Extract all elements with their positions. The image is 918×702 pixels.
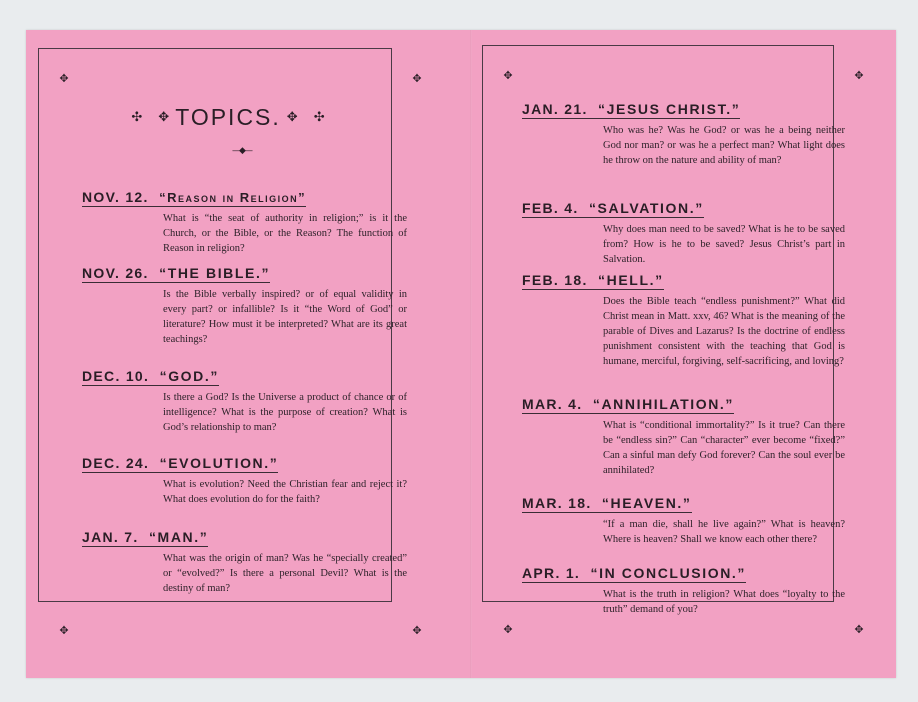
corner-ornament-icon: ✥	[412, 624, 422, 637]
divider-ornament-icon: ––◆––	[232, 146, 252, 156]
topic-title: “SALVATION.”	[588, 200, 704, 216]
page-title: TOPICS.	[175, 103, 281, 130]
topic-entry	[82, 455, 412, 507]
topic-entry	[522, 200, 852, 267]
topic-heading	[522, 200, 704, 218]
topic-entry	[82, 189, 412, 256]
topic-title: “THE BIBLE.”	[159, 265, 271, 281]
topic-heading	[82, 189, 306, 207]
topic-description: What was the origin of man? Was he “specially created” or “evolved?” Is there a personal Devil? What is the destiny of man?	[163, 553, 407, 594]
topic-title: “Reason in Religion”	[159, 190, 307, 205]
topic-description: Is there a God? Is the Universe a product of chance or of intelligence? What is the purpose of creation? What is God’s relationship to man?	[163, 392, 407, 433]
topic-description: Does the Bible teach “endless punishment?” What did Christ mean in Matt. xxv, 46? What is the meaning of the parable of Dives and Lazarus? Is the doctrine of endless punishment consistent with the teaching that God is humane, merciful, forgiving, self-sacrificing, and loving?	[603, 296, 845, 367]
topic-description: Is the Bible verbally inspired? or of equal validity in every part? or infallible? Is it “the Word of God” or literature? How must it be interpreted? What are its great teachings?	[163, 289, 407, 345]
topic-heading	[82, 265, 270, 283]
corner-ornament-icon: ✥	[503, 623, 513, 636]
topic-date: APR. 1.	[522, 565, 581, 581]
fleuron-icon: ✣	[131, 109, 143, 125]
corner-ornament-icon: ✥	[412, 72, 422, 85]
topic-entry	[522, 565, 852, 617]
topic-date: MAR. 18.	[522, 495, 592, 511]
topic-heading	[522, 272, 664, 290]
topic-entry	[522, 101, 852, 168]
center-fold	[470, 30, 472, 678]
topic-description: What is “conditional immortality?” Is it true? Can there be “endless sin?” Can “character” ever become “fixed?” Can a sinful man defy God forever? Can the soul ever be annihilated?	[603, 420, 845, 476]
topic-date: DEC. 24.	[82, 455, 150, 471]
topic-title: “GOD.”	[159, 368, 219, 384]
corner-ornament-icon: ✥	[854, 623, 864, 636]
topic-title: “HELL.”	[598, 272, 664, 288]
topic-title: “MAN.”	[148, 529, 209, 545]
topic-heading	[82, 529, 208, 547]
topic-description: What is “the seat of authority in religion;” is it the Church, or the Bible, or the Reason? The function of Reason in religion?	[163, 213, 407, 254]
topic-entry	[82, 368, 412, 435]
topic-date: JAN. 21.	[522, 101, 588, 117]
topic-heading	[522, 495, 692, 513]
topic-date: JAN. 7.	[82, 529, 139, 545]
topic-title: “JESUS CHRIST.”	[598, 101, 741, 117]
topic-heading	[82, 455, 278, 473]
topic-description: “If a man die, shall he live again?” What is heaven? Where is heaven? Shall we know each other there?	[603, 519, 845, 545]
fleuron-icon: ✣	[313, 109, 325, 125]
topic-title: “IN CONCLUSION.”	[590, 565, 747, 581]
topic-entry	[522, 396, 852, 478]
topic-date: NOV. 12.	[82, 189, 149, 205]
topic-entry	[522, 495, 852, 547]
corner-ornament-icon: ✥	[503, 69, 513, 82]
topic-entry	[82, 529, 412, 596]
corner-ornament-icon: ✥	[59, 624, 69, 637]
topic-description: Why does man need to be saved? What is he to be saved from? How is he to be saved? Jesus Christ’s part in Salvation.	[603, 224, 845, 265]
topic-description: Who was he? Was he God? or was he a being neither God nor man? or was he a perfect man? What light does he throw on the nature and ability of man?	[603, 125, 845, 166]
topic-date: FEB. 18.	[522, 272, 588, 288]
topic-heading	[522, 396, 734, 414]
corner-ornament-icon: ✥	[59, 72, 69, 85]
corner-ornament-icon: ✥	[854, 69, 864, 82]
topic-heading	[82, 368, 219, 386]
topic-entry	[522, 272, 852, 369]
topic-date: NOV. 26.	[82, 265, 149, 281]
topic-date: FEB. 4.	[522, 200, 579, 216]
fleuron-icon: ✥	[158, 109, 170, 125]
topic-heading	[522, 565, 746, 583]
topic-description: What is evolution? Need the Christian fear and reject it? What does evolution do for the faith?	[163, 479, 407, 505]
fleuron-icon: ✥	[286, 109, 298, 125]
topic-title: “EVOLUTION.”	[159, 455, 279, 471]
topic-title: “ANNIHILATION.”	[592, 396, 735, 412]
topic-description: What is the truth in religion? What does “loyalty to the truth” demand of you?	[603, 589, 845, 615]
topic-date: DEC. 10.	[82, 368, 150, 384]
topic-entry	[82, 265, 412, 347]
topic-title: “HEAVEN.”	[601, 495, 692, 511]
title-row	[78, 100, 378, 134]
topic-date: MAR. 4.	[522, 396, 583, 412]
topic-heading	[522, 101, 740, 119]
